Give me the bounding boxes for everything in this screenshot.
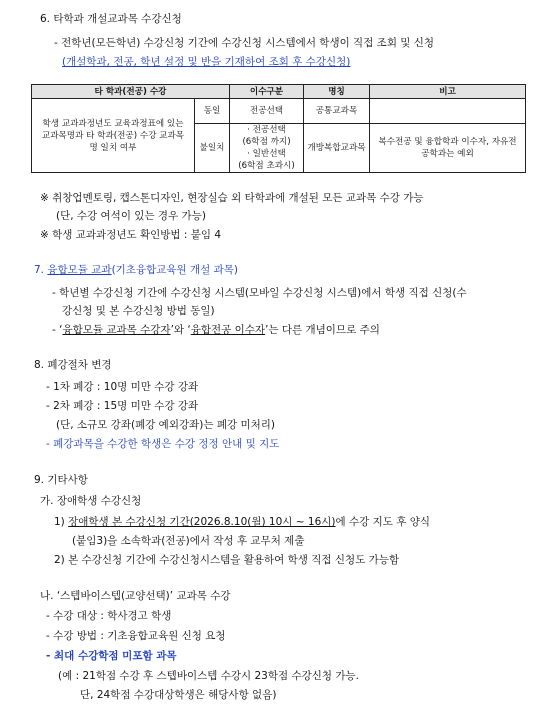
table-header: 이수구분	[230, 85, 304, 99]
section-9b-line5: 단, 24학점 수강대상학생은 해당사항 없음)	[80, 689, 277, 701]
note-cell	[370, 99, 526, 124]
table-header: 명칭	[304, 85, 370, 99]
type-cell	[230, 124, 304, 173]
section-6-note2: ※ 학생 교과과정년도 확인방법 : 붙임 4	[40, 229, 222, 241]
type-line: · 전공선택	[247, 125, 286, 135]
text-part: 1)	[54, 516, 69, 528]
section-6-line1: - 전학년(모든학년) 수강신청 기간에 수강신청 시스템에서 학생이 직접 조회 및 신청	[54, 37, 435, 49]
section-9a-item1b: (붙임3)을 소속학과(전공)에서 작성 후 교무처 제출	[72, 535, 305, 547]
section-9-heading: 9. 기타사항	[34, 474, 88, 486]
section-6-note1b: (단, 수강 여석이 있는 경우 가능)	[56, 210, 206, 222]
section-9a-item2: 2) 본 수강신청 기간에 수강신청시스템을 활용하여 학생 직접 신청도 가능함	[54, 554, 400, 566]
text-part: ’는 다른 개념이므로 주의	[265, 324, 380, 336]
type-line: (6학점 까지)	[242, 137, 291, 147]
name-cell: 공통교과목	[304, 99, 370, 124]
section-6-line2: (개설학과, 전공, 학년 설정 및 반을 기재하여 조회 후 수강신청)	[62, 56, 351, 68]
section-9b-line2: - 수강 방법 : 기초융합교육원 신청 요청	[46, 630, 226, 642]
section-8-line1: - 1차 폐강 : 10명 미만 수강 강좌	[46, 381, 199, 393]
section-7-line1: - 학년별 수강신청 기간에 수강신청 시스템(모바일 수강신청 시스템)에서 학생 직접 신청(수	[52, 287, 467, 299]
different-cell: 불일치	[195, 124, 230, 173]
heading-prefix: 7.	[34, 264, 48, 276]
text-underlined: 융합모듈 교과목 수강자	[62, 324, 171, 336]
section-9b-line3: - 최대 수강학점 미포함 과목	[46, 650, 177, 662]
section-7-line3	[52, 323, 380, 337]
type-line: · 일반선택	[247, 149, 286, 159]
section-7-line2: 강신청 및 본 수강신청 방법 동일)	[62, 305, 215, 317]
section-9b-line1: - 수강 대상 : 학사경고 학생	[46, 610, 172, 622]
table-header: 비고	[370, 85, 526, 99]
text-underlined: 융합전공 이수자	[190, 324, 266, 336]
section-9a-heading: 가. 장애학생 수강신청	[40, 495, 142, 507]
text-part: 에 수강 지도 후 양식	[335, 516, 430, 528]
type-line: (6학점 초과시)	[238, 161, 295, 171]
heading-suffix: (기초융합교육원 개설 과목)	[111, 264, 239, 276]
section-8-line3: (단, 소규모 강좌(폐강 예외강좌)는 폐강 미처리)	[56, 419, 275, 431]
same-cell: 동일	[195, 99, 230, 124]
match-criteria-cell: 학생 교과과정년도 교육과정표에 있는 교과목명과 타 학과(전공) 수강 교과목명 일치 여부	[32, 99, 195, 173]
section-8-line2: - 2차 폐강 : 15명 미만 수강 강좌	[46, 400, 199, 412]
section-7-heading	[34, 263, 238, 277]
text-part: - ‘	[52, 324, 63, 336]
cross-dept-table	[31, 84, 526, 173]
section-8-heading: 8. 폐강절차 변경	[34, 359, 112, 371]
section-8-line4: - 폐강과목을 수강한 학생은 수강 정정 안내 및 지도	[46, 438, 280, 450]
text-part: ’와 ‘	[170, 324, 191, 336]
section-6-heading: 6. 타학과 개설교과목 수강신청	[40, 13, 182, 25]
section-6-note1: ※ 취창업멘토링, 캡스톤디자인, 현장실습 외 타학과에 개설된 모든 교과목 수강 가능	[40, 192, 424, 204]
type-cell: 전공선택	[230, 99, 304, 124]
section-9b-line4: (예 : 21학점 수강 후 스텝바이스텝 수강시 23학점 수강신청 가능.	[58, 670, 360, 682]
name-cell: 개방복합교과목	[304, 124, 370, 173]
note-cell: 복수전공 및 융합학과 이수자, 자유전공학과는 예외	[370, 124, 526, 173]
heading-underlined: 융합모듈 교과	[47, 264, 112, 276]
section-9b-heading: 나. ‘스텝바이스텝(교양선택)’ 교과목 수강	[40, 590, 231, 602]
section-9a-item1	[54, 515, 430, 529]
text-underlined: 장애학생 본 수강신청 기간(2026.8.10(월) 10시 ~ 16시)	[68, 516, 336, 528]
table-header: 타 학과(전공) 수강	[32, 85, 230, 99]
